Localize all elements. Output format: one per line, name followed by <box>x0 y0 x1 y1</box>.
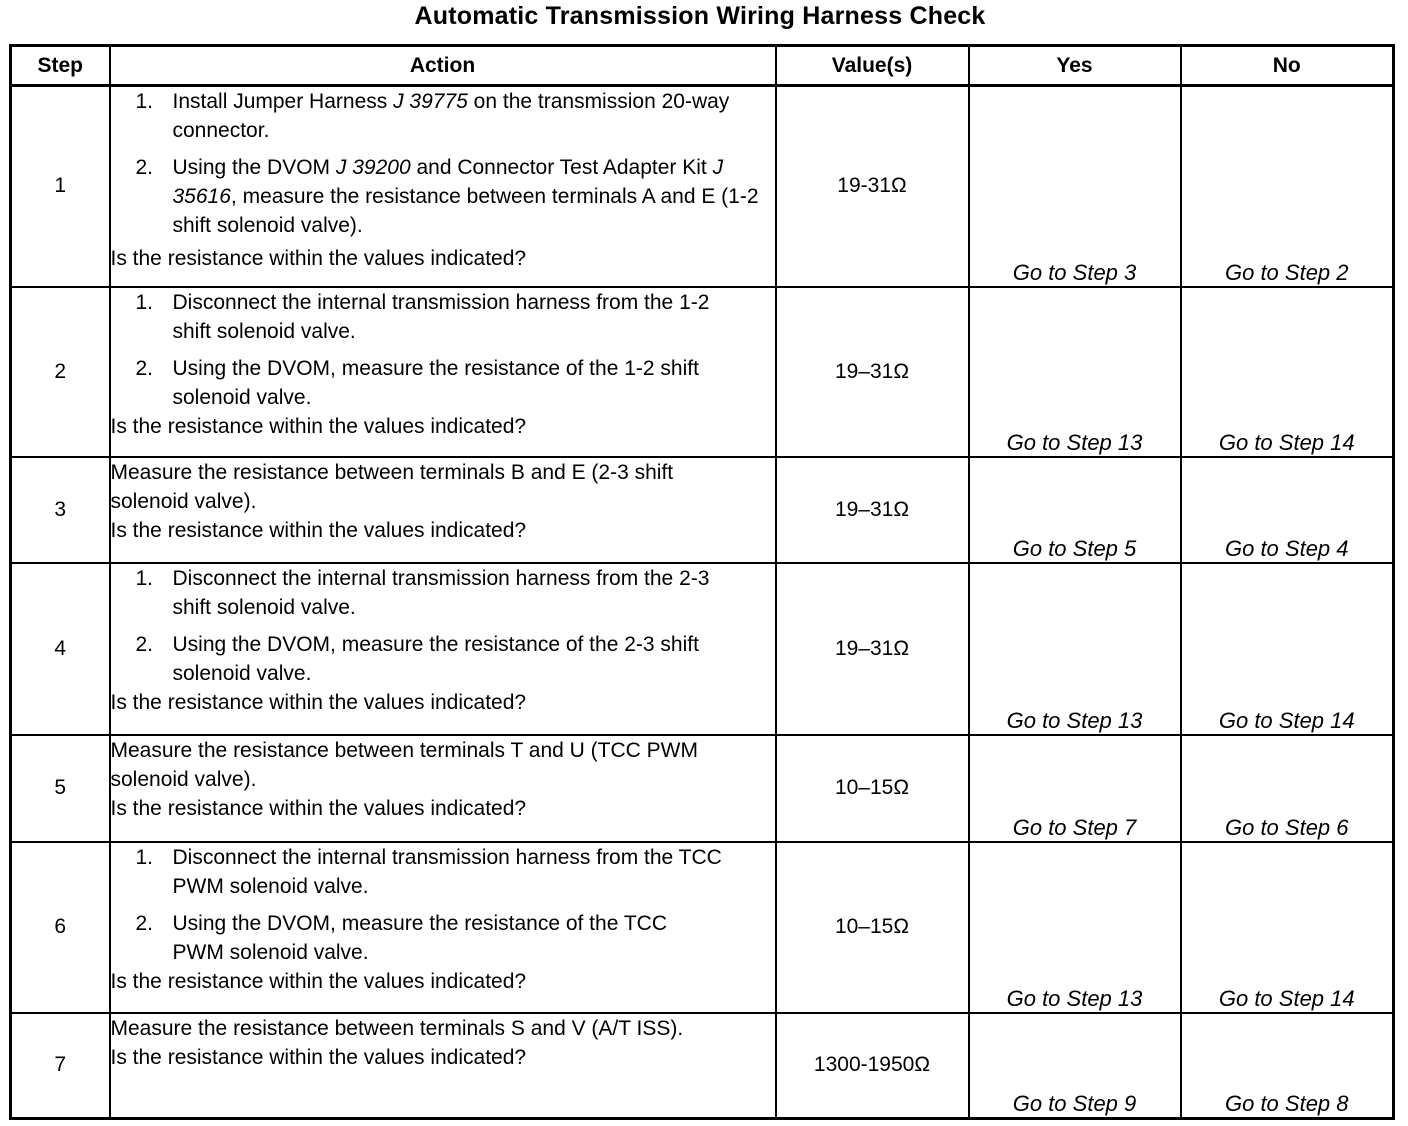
step-index: 2. <box>135 632 154 656</box>
table-row <box>11 287 1394 457</box>
value-cell: 19–31Ω <box>776 457 969 563</box>
step-text: Using the DVOM, measure the resistance of the 1-2 shift solenoid valve. <box>172 356 699 409</box>
question-text: Is the resistance within the values indicated? <box>110 414 527 438</box>
question-text: Is the resistance within the values indicated? <box>110 969 527 993</box>
step-index: 1. <box>135 90 154 113</box>
step-number: 2 <box>11 287 110 457</box>
action-cell <box>110 842 776 1013</box>
action-step <box>135 909 775 967</box>
action-steps <box>111 843 775 967</box>
yes-cell: Go to Step 3 <box>969 86 1181 287</box>
value-cell: 10–15Ω <box>776 735 969 842</box>
tool-reference: J 35616 <box>172 156 724 208</box>
step-number: 1 <box>11 86 110 287</box>
action-step <box>135 843 775 901</box>
step-number: 3 <box>11 457 110 563</box>
table-row <box>11 86 1394 287</box>
table-header-row <box>11 46 1394 86</box>
table-row <box>11 563 1394 735</box>
action-steps <box>111 288 775 412</box>
action-step <box>135 564 775 622</box>
action-step <box>135 630 775 688</box>
action-step <box>135 288 775 346</box>
document-title: Automatic Transmission Wiring Harness Check <box>414 2 986 30</box>
table-row <box>11 842 1394 1013</box>
header-yes: Yes <box>969 46 1181 86</box>
action-text: Measure the resistance between terminals T and U (TCC PWM solenoid valve). <box>110 738 698 791</box>
question-text: Is the resistance within the values indicated? <box>110 518 527 542</box>
yes-cell: Go to Step 13 <box>969 842 1181 1013</box>
tool-reference: J 39200 <box>335 156 411 179</box>
step-number: 7 <box>11 1013 110 1119</box>
header-no: No <box>1181 46 1394 86</box>
value-cell: 19-31Ω <box>776 86 969 287</box>
yes-cell: Go to Step 13 <box>969 287 1181 457</box>
action-step <box>135 153 775 240</box>
step-text: Disconnect the internal transmission harness from the 2-3 shift solenoid valve. <box>172 566 710 619</box>
table-row <box>11 457 1394 563</box>
no-cell: Go to Step 4 <box>1181 457 1394 563</box>
header-action: Action <box>110 46 776 86</box>
step-index: 1. <box>135 290 154 314</box>
value-cell: 19–31Ω <box>776 563 969 735</box>
value-cell: 1300-1950Ω <box>776 1013 969 1119</box>
question-text: Is the resistance within the values indicated? <box>110 796 527 820</box>
action-steps <box>111 87 775 240</box>
step-number: 5 <box>11 735 110 842</box>
no-cell: Go to Step 2 <box>1181 86 1394 287</box>
step-text: , measure the resistance between terminals A and E (1-2 shift solenoid valve). <box>172 185 759 237</box>
no-cell: Go to Step 14 <box>1181 287 1394 457</box>
action-cell <box>110 735 776 842</box>
step-text: and Connector Test Adapter Kit <box>410 156 713 179</box>
action-cell <box>110 563 776 735</box>
action-cell <box>110 1013 776 1119</box>
table-row <box>11 1013 1394 1119</box>
value-cell: 10–15Ω <box>776 842 969 1013</box>
action-text: Measure the resistance between terminals S and V (A/T ISS). <box>110 1016 684 1040</box>
yes-cell: Go to Step 5 <box>969 457 1181 563</box>
step-text: Install Jumper Harness <box>172 90 394 113</box>
step-text: on the transmission 20-way connector. <box>172 90 730 142</box>
yes-cell: Go to Step 13 <box>969 563 1181 735</box>
action-cell <box>110 457 776 563</box>
question-text: Is the resistance within the values indicated? <box>110 1045 527 1069</box>
header-values: Value(s) <box>776 46 969 86</box>
step-index: 2. <box>135 156 154 179</box>
question-text: Is the resistance within the values indicated? <box>110 690 527 714</box>
no-cell: Go to Step 8 <box>1181 1013 1394 1119</box>
step-text: Using the DVOM, measure the resistance of the 2-3 shift solenoid valve. <box>172 632 699 685</box>
table-row <box>11 735 1394 842</box>
no-cell: Go to Step 6 <box>1181 735 1394 842</box>
step-text: Using the DVOM <box>172 156 336 179</box>
harness-check-table <box>9 44 1395 1120</box>
no-cell: Go to Step 14 <box>1181 563 1394 735</box>
action-cell <box>110 86 776 287</box>
step-number: 4 <box>11 563 110 735</box>
header-step: Step <box>11 46 110 86</box>
step-number: 6 <box>11 842 110 1013</box>
action-step <box>135 87 775 145</box>
yes-cell: Go to Step 9 <box>969 1013 1181 1119</box>
action-cell <box>110 287 776 457</box>
step-text: Disconnect the internal transmission harness from the TCC PWM solenoid valve. <box>172 845 722 898</box>
value-cell: 19–31Ω <box>776 287 969 457</box>
step-index: 2. <box>135 356 154 380</box>
action-text: Measure the resistance between terminals B and E (2-3 shift solenoid valve). <box>110 460 674 513</box>
no-cell: Go to Step 14 <box>1181 842 1394 1013</box>
tool-reference: J 39775 <box>393 90 468 113</box>
question-text: Is the resistance within the values indicated? <box>110 247 527 270</box>
step-text: Disconnect the internal transmission harness from the 1-2 shift solenoid valve. <box>172 290 710 343</box>
action-steps <box>111 564 775 688</box>
step-text: Using the DVOM, measure the resistance of the TCC PWM solenoid valve. <box>172 911 667 964</box>
step-index: 1. <box>135 845 154 869</box>
action-step <box>135 354 775 412</box>
step-index: 1. <box>135 566 154 590</box>
step-index: 2. <box>135 911 154 935</box>
yes-cell: Go to Step 7 <box>969 735 1181 842</box>
